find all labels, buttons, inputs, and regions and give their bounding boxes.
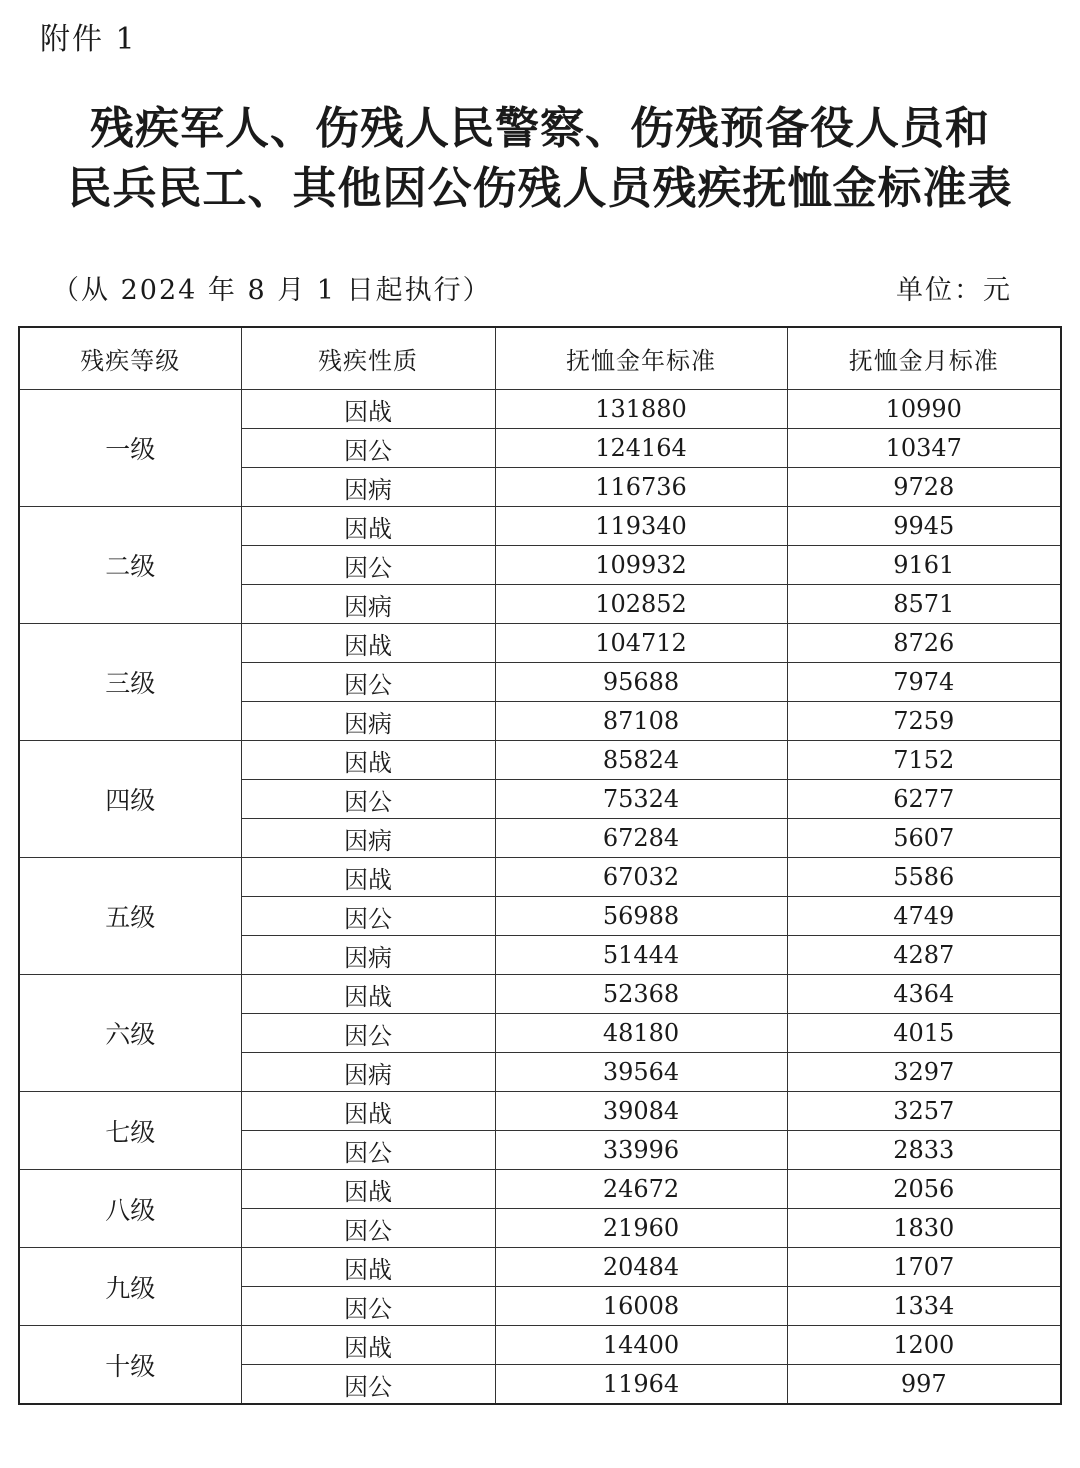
cell-monthly-standard: 10990 bbox=[787, 390, 1061, 429]
cell-annual-standard: 24672 bbox=[495, 1170, 787, 1209]
cell-disability-nature: 因公 bbox=[241, 663, 495, 702]
table-row bbox=[19, 858, 1061, 897]
cell-monthly-standard: 9728 bbox=[787, 468, 1061, 507]
pension-standard-table bbox=[18, 326, 1062, 1405]
table-header-row bbox=[19, 327, 1061, 390]
cell-monthly-standard: 1334 bbox=[787, 1287, 1061, 1326]
cell-disability-grade: 七级 bbox=[19, 1092, 241, 1170]
effective-date-note: （从 2024 年 8 月 1 日起执行） bbox=[52, 275, 492, 306]
cell-monthly-standard: 3297 bbox=[787, 1053, 1061, 1092]
cell-annual-standard: 124164 bbox=[495, 429, 787, 468]
cell-annual-standard: 33996 bbox=[495, 1131, 787, 1170]
table-row bbox=[19, 1326, 1061, 1365]
cell-monthly-standard: 8726 bbox=[787, 624, 1061, 663]
header-disability-nature: 残疾性质 bbox=[241, 327, 495, 390]
cell-disability-nature: 因公 bbox=[241, 1131, 495, 1170]
cell-disability-nature: 因公 bbox=[241, 546, 495, 585]
cell-monthly-standard: 1200 bbox=[787, 1326, 1061, 1365]
cell-monthly-standard: 7259 bbox=[787, 702, 1061, 741]
cell-monthly-standard: 4364 bbox=[787, 975, 1061, 1014]
cell-disability-nature: 因战 bbox=[241, 390, 495, 429]
cell-monthly-standard: 1707 bbox=[787, 1248, 1061, 1287]
cell-monthly-standard: 997 bbox=[787, 1365, 1061, 1405]
cell-annual-standard: 109932 bbox=[495, 546, 787, 585]
cell-monthly-standard: 9945 bbox=[787, 507, 1061, 546]
cell-annual-standard: 102852 bbox=[495, 585, 787, 624]
cell-monthly-standard: 10347 bbox=[787, 429, 1061, 468]
cell-disability-nature: 因公 bbox=[241, 1287, 495, 1326]
cell-annual-standard: 75324 bbox=[495, 780, 787, 819]
cell-disability-nature: 因病 bbox=[241, 819, 495, 858]
cell-disability-nature: 因战 bbox=[241, 507, 495, 546]
table-row bbox=[19, 1092, 1061, 1131]
cell-monthly-standard: 2056 bbox=[787, 1170, 1061, 1209]
cell-disability-nature: 因病 bbox=[241, 936, 495, 975]
cell-annual-standard: 16008 bbox=[495, 1287, 787, 1326]
cell-disability-grade: 十级 bbox=[19, 1326, 241, 1405]
cell-annual-standard: 56988 bbox=[495, 897, 787, 936]
cell-monthly-standard: 9161 bbox=[787, 546, 1061, 585]
cell-annual-standard: 21960 bbox=[495, 1209, 787, 1248]
cell-annual-standard: 116736 bbox=[495, 468, 787, 507]
unit-note: 单位：元 bbox=[896, 275, 1012, 306]
document-title-line-1: 残疾军人、伤残人民警察、伤残预备役人员和 bbox=[90, 103, 990, 154]
table-row bbox=[19, 624, 1061, 663]
cell-disability-grade: 三级 bbox=[19, 624, 241, 741]
cell-disability-nature: 因病 bbox=[241, 1053, 495, 1092]
cell-monthly-standard: 7974 bbox=[787, 663, 1061, 702]
cell-disability-nature: 因战 bbox=[241, 1248, 495, 1287]
cell-annual-standard: 67284 bbox=[495, 819, 787, 858]
cell-disability-grade: 五级 bbox=[19, 858, 241, 975]
table-row bbox=[19, 507, 1061, 546]
header-disability-grade: 残疾等级 bbox=[19, 327, 241, 390]
attachment-label: 附件 1 bbox=[40, 22, 137, 57]
document-title-line-2: 民兵民工、其他因公伤残人员残疾抚恤金标准表 bbox=[67, 163, 1013, 214]
cell-annual-standard: 104712 bbox=[495, 624, 787, 663]
cell-disability-grade: 二级 bbox=[19, 507, 241, 624]
cell-annual-standard: 14400 bbox=[495, 1326, 787, 1365]
cell-disability-nature: 因公 bbox=[241, 1209, 495, 1248]
cell-monthly-standard: 3257 bbox=[787, 1092, 1061, 1131]
cell-disability-nature: 因病 bbox=[241, 585, 495, 624]
table-body bbox=[19, 390, 1061, 1405]
cell-annual-standard: 87108 bbox=[495, 702, 787, 741]
cell-disability-nature: 因病 bbox=[241, 468, 495, 507]
cell-disability-nature: 因战 bbox=[241, 1092, 495, 1131]
cell-disability-nature: 因公 bbox=[241, 780, 495, 819]
cell-annual-standard: 20484 bbox=[495, 1248, 787, 1287]
cell-monthly-standard: 2833 bbox=[787, 1131, 1061, 1170]
cell-annual-standard: 48180 bbox=[495, 1014, 787, 1053]
cell-disability-grade: 一级 bbox=[19, 390, 241, 507]
cell-annual-standard: 51444 bbox=[495, 936, 787, 975]
cell-monthly-standard: 6277 bbox=[787, 780, 1061, 819]
cell-annual-standard: 39084 bbox=[495, 1092, 787, 1131]
cell-monthly-standard: 4287 bbox=[787, 936, 1061, 975]
cell-disability-grade: 四级 bbox=[19, 741, 241, 858]
header-annual-standard: 抚恤金年标准 bbox=[495, 327, 787, 390]
cell-disability-nature: 因战 bbox=[241, 624, 495, 663]
table-row bbox=[19, 741, 1061, 780]
cell-monthly-standard: 4015 bbox=[787, 1014, 1061, 1053]
cell-disability-nature: 因公 bbox=[241, 1014, 495, 1053]
cell-disability-grade: 八级 bbox=[19, 1170, 241, 1248]
cell-annual-standard: 131880 bbox=[495, 390, 787, 429]
cell-disability-nature: 因公 bbox=[241, 1365, 495, 1405]
cell-annual-standard: 39564 bbox=[495, 1053, 787, 1092]
cell-monthly-standard: 1830 bbox=[787, 1209, 1061, 1248]
cell-disability-nature: 因战 bbox=[241, 741, 495, 780]
cell-monthly-standard: 8571 bbox=[787, 585, 1061, 624]
cell-disability-nature: 因战 bbox=[241, 1326, 495, 1365]
table-row bbox=[19, 1248, 1061, 1287]
cell-annual-standard: 67032 bbox=[495, 858, 787, 897]
cell-annual-standard: 52368 bbox=[495, 975, 787, 1014]
table-row bbox=[19, 1170, 1061, 1209]
cell-disability-grade: 六级 bbox=[19, 975, 241, 1092]
cell-disability-nature: 因公 bbox=[241, 897, 495, 936]
cell-disability-nature: 因战 bbox=[241, 975, 495, 1014]
cell-annual-standard: 119340 bbox=[495, 507, 787, 546]
cell-monthly-standard: 5607 bbox=[787, 819, 1061, 858]
cell-disability-nature: 因病 bbox=[241, 702, 495, 741]
cell-disability-nature: 因战 bbox=[241, 858, 495, 897]
cell-monthly-standard: 5586 bbox=[787, 858, 1061, 897]
table-row bbox=[19, 975, 1061, 1014]
cell-annual-standard: 95688 bbox=[495, 663, 787, 702]
cell-monthly-standard: 7152 bbox=[787, 741, 1061, 780]
cell-disability-nature: 因战 bbox=[241, 1170, 495, 1209]
table-row bbox=[19, 390, 1061, 429]
header-monthly-standard: 抚恤金月标准 bbox=[787, 327, 1061, 390]
cell-monthly-standard: 4749 bbox=[787, 897, 1061, 936]
cell-annual-standard: 85824 bbox=[495, 741, 787, 780]
cell-disability-grade: 九级 bbox=[19, 1248, 241, 1326]
cell-disability-nature: 因公 bbox=[241, 429, 495, 468]
cell-annual-standard: 11964 bbox=[495, 1365, 787, 1405]
